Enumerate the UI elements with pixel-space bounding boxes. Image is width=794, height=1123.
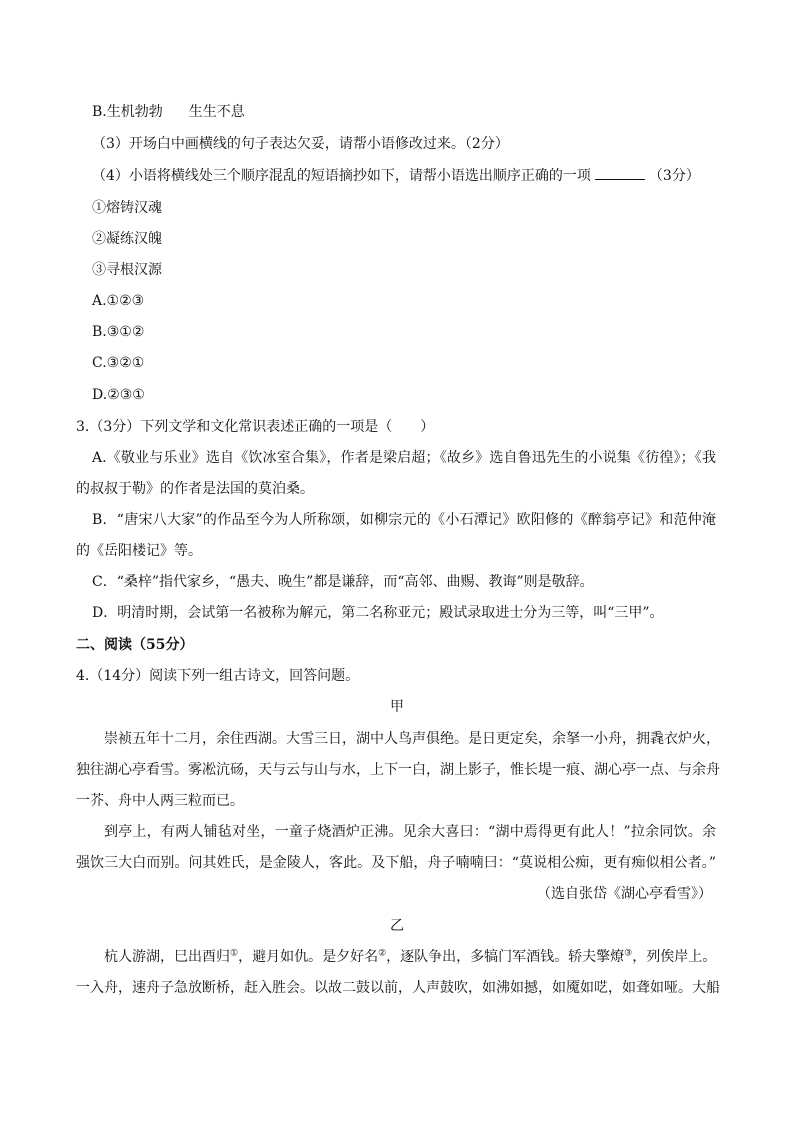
q2-option-a-order: A.①②③ — [92, 293, 145, 309]
passage-yi-title: 乙 — [390, 918, 404, 934]
passage-jia-line: 一芥、舟中人两三粒而已。 — [76, 793, 244, 809]
q2-option-c-order: C.③②① — [92, 355, 145, 371]
passage-jia-line: 独往湖心亭看雪。雾凇沆砀，天与云与山与水，上下一白，湖上影子，惟长堤一痕、湖心亭一点、与余舟 — [76, 762, 720, 778]
q3-option-d: D．明清时期，会试第一名被称为解元，第二名称亚元；殿试录取进士分为三等，叫“三甲”。 — [92, 605, 664, 621]
passage-jia-source: （选自张岱《湖心亭看雪》） — [537, 886, 712, 902]
passage-yi-line: 一入舟，速舟子急放断桥，赶入胜会。以故二鼓以前，人声鼓吹，如沸如撼，如魇如呓，如聋如哑。大船 — [76, 980, 720, 996]
footnote-marker: ③ — [624, 948, 633, 959]
passage-yi-line: 杭人游湖，巳出酉归①，避月如仇。是夕好名②，逐队争出，多犒门军酒钱。轿夫擎燎③，列俟岸上。 — [104, 948, 717, 965]
q3-stem: 3.（3分）下列文学和文化常识表述正确的一项是（ ） — [76, 419, 435, 435]
passage-jia-line: 崇祯五年十二月，余住西湖。大雪三日，湖中人鸟声俱绝。是日更定矣，余拏一小舟，拥毳衣炉火， — [104, 731, 720, 747]
passage-jia-line: 到亭上，有两人铺毡对坐，一童子烧酒炉正沸。见余大喜曰：“湖中焉得更有此人！”拉余同饮。余 — [104, 824, 716, 840]
q4-stem: 4.（14分）阅读下列一组古诗文，回答问题。 — [76, 668, 360, 684]
q2-option-b-order: B.③①② — [92, 324, 145, 340]
q3-option-c: C．“桑梓”指代家乡，“愚夫、晚生”都是谦辞，而“高邻、曲赐、教诲”则是敬辞。 — [92, 574, 594, 590]
answer-blank[interactable] — [595, 165, 645, 180]
footnote-marker: ① — [230, 948, 239, 959]
q3-option-b-line1: B．“唐宋八大家”的作品至今为人所称颂，如柳宗元的《小石潭记》欧阳修的《醉翁亭记》和范仲淹 — [92, 512, 716, 528]
section-heading: 二、阅读（55分） — [76, 637, 194, 653]
passage-jia-line: 强饮三大白而别。问其姓氏，是金陵人，客此。及下船，舟子喃喃曰：“莫说相公痴，更有痴似相公者。” — [76, 855, 716, 871]
phrase-3: ③寻根汉源 — [92, 262, 162, 278]
q3-option-a-line2: 的叔叔于勒》的作者是法国的莫泊桑。 — [76, 481, 314, 497]
q2-part4: （4）小语将横线处三个顺序混乱的短语摘抄如下，请帮小语选出顺序正确的一项 （3分） — [92, 164, 732, 188]
q2-option-d-order: D.②③① — [92, 387, 145, 403]
q3-option-a-line1: A.《敬业与乐业》选自《饮冰室合集》，作者是梁启超；《故乡》选自鲁迅先生的小说集《彷徨》；《我 — [92, 450, 716, 466]
passage-jia-title: 甲 — [390, 699, 404, 715]
footnote-marker: ② — [378, 948, 387, 959]
q2-option-b: B.生机勃勃 生生不息 — [92, 104, 245, 120]
phrase-2: ②凝练汉魄 — [92, 231, 162, 247]
phrase-1: ①熔铸汉魂 — [92, 200, 162, 216]
q3-option-b-line2: 的《岳阳楼记》等。 — [76, 543, 202, 559]
q2-part3: （3）开场白中画横线的句子表达欠妥，请帮小语修改过来。（2分） — [92, 136, 509, 152]
